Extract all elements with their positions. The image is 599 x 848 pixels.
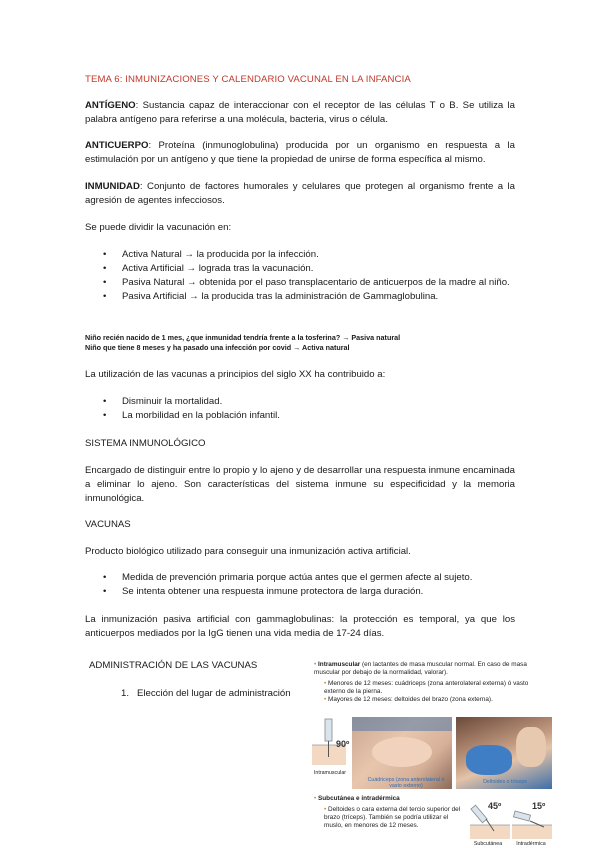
page-title: TEMA 6: INMUNIZACIONES Y CALENDARIO VACUNAL EN LA INFANCIA xyxy=(85,74,411,85)
bullet-icon: • xyxy=(103,263,107,274)
list-item-text: Disminuir la mortalidad. xyxy=(122,396,223,407)
bullet-icon: • xyxy=(103,396,107,407)
section-heading-immune: SISTEMA INMUNOLÓGICO xyxy=(85,438,206,449)
definition-anticuerpo-text: : Proteína (inmunoglobulina) producida por un organismo en respuesta a la estimulación por un antígeno y que tiene la propiedad de unirse de forma específica al mismo. xyxy=(85,140,515,165)
bullet-icon: • xyxy=(103,410,107,421)
list-item xyxy=(85,290,515,304)
bullet-icon: • xyxy=(314,661,319,668)
step-text: Elección del lugar de administración xyxy=(137,688,291,699)
step-number: 1. xyxy=(121,688,130,699)
figure-intramuscular-text xyxy=(314,661,550,677)
label-intramuscular: Intramuscular xyxy=(313,770,347,776)
bullet-icon: • xyxy=(324,806,329,813)
section-heading-admin: ADMINISTRACIÓN DE LAS VACUNAS xyxy=(89,660,258,671)
list-item-text: Activa Natural → la producida por la infección. xyxy=(122,249,319,260)
passive-text: La inmunización pasiva artificial con gammaglobulinas: la protección es temporal, ya que los anticuerpos mediados por la IgG tienen una vida media de 17-24 días. xyxy=(85,614,515,639)
figure-im-heading: Intramuscular xyxy=(318,661,361,668)
immune-text: Encargado de distinguir entre lo propio y lo ajeno y de desarrollar una respuesta inmune encaminada a eliminar lo ajeno. Son características del sistema inmune su especificidad y la memoria inmunológica. xyxy=(85,465,515,504)
vaccines-text: Producto biológico utilizado para conseguir una inmunización activa artificial. xyxy=(85,546,411,557)
list-item-text: Medida de prevención primaria porque actúa antes que el germen afecte al sujeto. xyxy=(122,572,473,583)
label-cuadriceps: Cuádriceps (zona anterolateral ó vasto externo) xyxy=(367,777,445,789)
administration-figure xyxy=(310,659,552,848)
definition-anticuerpo xyxy=(85,139,515,167)
figure-subcutanea-heading xyxy=(314,795,464,803)
vaccines-list xyxy=(85,571,515,599)
vaccine-use-intro: La utilización de las vacunas a principios del siglo XX ha contribuido a: xyxy=(85,369,386,380)
list-item xyxy=(85,585,515,599)
definition-inmunidad-text: : Conjunto de factores humorales y celulares que protegen al organismo frente a la agresión de agentes infecciosos. xyxy=(85,181,515,206)
definition-antigeno xyxy=(85,99,515,127)
figure-sc-item xyxy=(324,806,464,830)
angle-15-label: 15º xyxy=(532,801,546,811)
definition-antigeno-text: : Sustancia capaz de interaccionar con el receptor de las células T o B. Se utiliza la palabra antígeno para referirse a una molécula, bacteria, virus o célula. xyxy=(85,100,515,125)
angle-45-label: 45º xyxy=(488,801,502,811)
list-item xyxy=(85,262,515,276)
label-subcutanea: Subcutánea xyxy=(473,841,503,847)
angle-90-label: 90º xyxy=(336,739,350,749)
vaccination-types-list xyxy=(85,248,515,304)
figure-im-item-text: Mayores de 12 meses: deltoides del brazo (zona externa). xyxy=(328,696,493,703)
list-item xyxy=(85,248,515,262)
list-item-text: Pasiva Natural → obtenida por el paso transplacentario de anticuerpos de la madre al niño. xyxy=(122,277,510,288)
term-inmunidad: INMUNIDAD xyxy=(85,181,140,192)
bullet-icon: • xyxy=(103,249,107,260)
bullet-icon: • xyxy=(103,291,107,302)
term-anticuerpo: ANTICUERPO xyxy=(85,140,149,151)
bullet-icon: • xyxy=(103,277,107,288)
label-deltoides: Deltoides o tríceps xyxy=(483,779,527,785)
list-item xyxy=(85,409,515,423)
bullet-icon: • xyxy=(103,572,107,583)
label-intradermica: Intradérmica xyxy=(516,841,546,847)
bullet-icon: • xyxy=(324,696,329,703)
figure-im-item-text: Menores de 12 meses: cuádriceps (zona anterolateral externa) ó vasto externo de la pierna. xyxy=(324,680,529,695)
section-heading-vaccines: VACUNAS xyxy=(85,519,131,530)
figure-im-item-2 xyxy=(324,696,548,704)
vaccine-use-list xyxy=(85,395,515,423)
bullet-icon: • xyxy=(314,795,319,802)
list-item xyxy=(85,395,515,409)
list-item xyxy=(85,571,515,585)
list-item-text: Pasiva Artificial → la producida tras la administración de Gammaglobulina. xyxy=(122,291,439,302)
figure-sc-heading: Subcutánea e intradérmica xyxy=(318,795,400,802)
admin-step-1 xyxy=(121,687,301,701)
figure-im-item-1 xyxy=(324,680,548,696)
figure-im-desc: (en lactantes de masa muscular normal. En caso de masa muscular por debajo de la normalidad, valorar). xyxy=(314,661,527,676)
example-1: Niño recién nacido de 1 mes, ¿que inmunidad tendría frente a la tosferina? → Pasiva natural xyxy=(85,333,401,342)
list-item-text: Se intenta obtener una respuesta inmune protectora de larga duración. xyxy=(122,586,424,597)
example-2: Niño que tiene 8 meses y ha pasado una infección por covid → Activa natural xyxy=(85,343,350,352)
bullet-icon: • xyxy=(324,680,329,687)
term-antigeno: ANTÍGENO xyxy=(85,100,136,111)
figure-sc-item-text: Deltoides o cara externa del tercio superior del brazo (tríceps). También se podría utilizar el muslo, en menores de 12 meses. xyxy=(324,806,461,829)
bullet-icon: • xyxy=(103,586,107,597)
definition-inmunidad xyxy=(85,180,515,208)
list-item-text: Activa Artificial → lograda tras la vacunación. xyxy=(122,263,314,274)
vaccination-intro: Se puede dividir la vacunación en: xyxy=(85,222,232,233)
list-item xyxy=(85,276,515,290)
list-item-text: La morbilidad en la población infantil. xyxy=(122,410,280,421)
